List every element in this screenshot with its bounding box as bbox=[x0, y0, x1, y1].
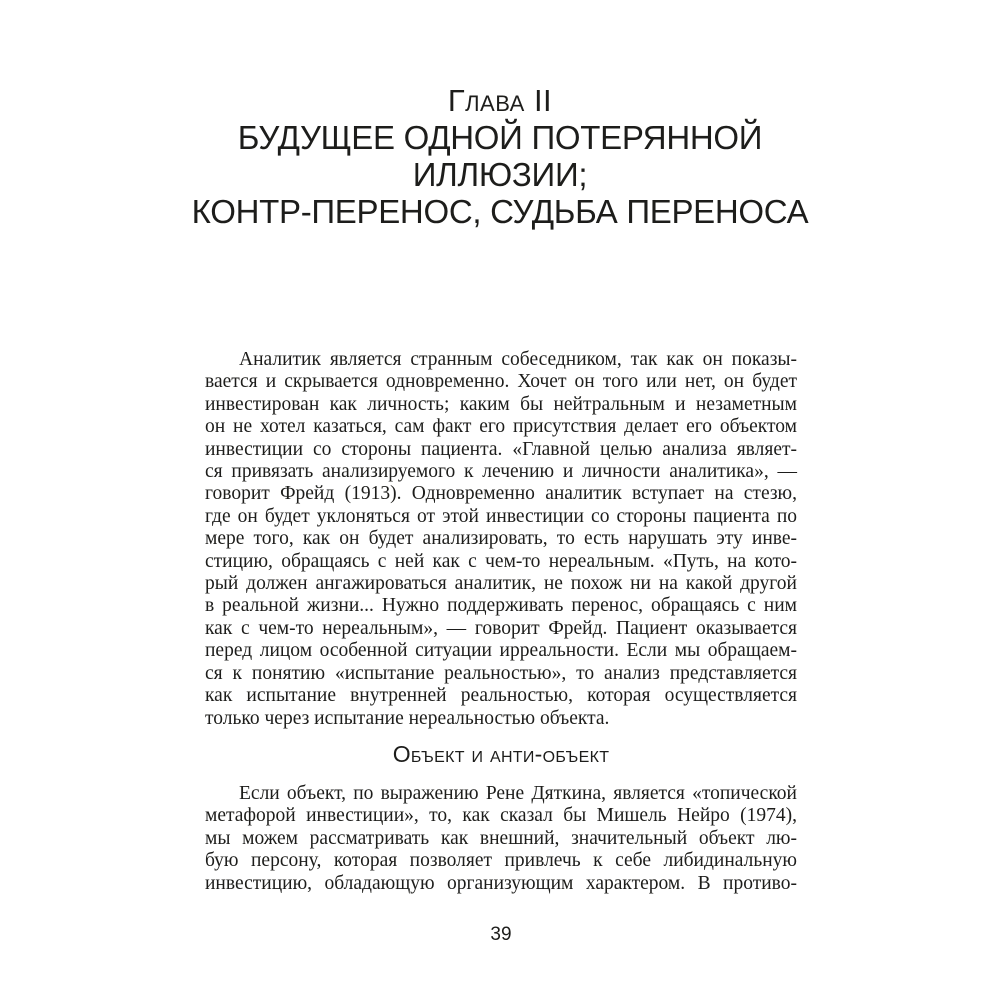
text-line: как испытание внутренней реальностью, которая осуществляется bbox=[205, 685, 797, 707]
text-line: где он будет уклоняться от этой инвестиции со стороны пациента по bbox=[205, 505, 797, 527]
text-line: бую персону, которая позволяет привлечь к себе либидинальную bbox=[205, 850, 797, 872]
text-line: инвестиции со стороны пациента. «Главной целью анализа являет- bbox=[205, 438, 797, 460]
chapter-title-line: ИЛЛЮЗИИ; bbox=[412, 156, 588, 193]
text-line: инвестицию, обладающую организующим характером. В противо- bbox=[205, 872, 797, 894]
page-number: 39 bbox=[490, 924, 512, 945]
text-line: ся привязать анализируемого к лечению и личности аналитика», — bbox=[205, 461, 797, 483]
text-line: рый должен ангажироваться аналитик, не похож ни на какой другой bbox=[205, 573, 797, 595]
paragraph-1 bbox=[205, 349, 797, 730]
text-line: Аналитик является странным собеседником, так как он показы- bbox=[239, 349, 797, 370]
text-line: говорит Фрейд (1913). Одновременно аналитик вступает на стезю, bbox=[205, 483, 797, 505]
text-line: инвестирован как личность; каким бы нейтральным и незаметным bbox=[205, 393, 797, 415]
chapter-label: Глава II bbox=[447, 83, 553, 118]
text-line: в реальной жизни... Нужно поддерживать перенос, обращаясь с ним bbox=[205, 595, 797, 617]
text-line: как с чем-то нереальным», — говорит Фрейд. Пациент оказывается bbox=[205, 617, 797, 639]
chapter-title-line: КОНТР-ПЕРЕНОС, СУДЬБА ПЕРЕНОСА bbox=[191, 193, 809, 230]
paragraph-2 bbox=[205, 783, 797, 895]
chapter-heading bbox=[0, 83, 1000, 230]
section-heading: Объект и анти-объект bbox=[392, 741, 610, 767]
text-line: мере того, как он будет анализировать, то есть нарушать эту инве- bbox=[205, 528, 797, 550]
text-line: метафорой инвестиции», то, как сказал бы Мишель Нейро (1974), bbox=[205, 805, 797, 827]
text-line: ся к понятию «испытание реальностью», то анализ представляется bbox=[205, 662, 797, 684]
text-line: он не хотел казаться, сам факт его присутствия делает его объектом bbox=[205, 416, 797, 438]
text-line: только через испытание нереальностью объекта. bbox=[205, 707, 610, 729]
text-line: вается и скрывается одновременно. Хочет он того или нет, он будет bbox=[205, 371, 797, 393]
text-line: стицию, обращаясь с ней как с чем-то нереальным. «Путь, на кото- bbox=[205, 550, 797, 572]
text-line: Если объект, по выражению Рене Дяткина, является «топической bbox=[239, 783, 797, 804]
text-line: перед лицом особенной ситуации ирреальности. Если мы обращаем- bbox=[205, 640, 797, 662]
text-line: мы можем рассматривать как внешний, значительный объект лю- bbox=[205, 827, 797, 849]
chapter-title-line: БУДУЩЕЕ ОДНОЙ ПОТЕРЯННОЙ bbox=[237, 119, 763, 156]
